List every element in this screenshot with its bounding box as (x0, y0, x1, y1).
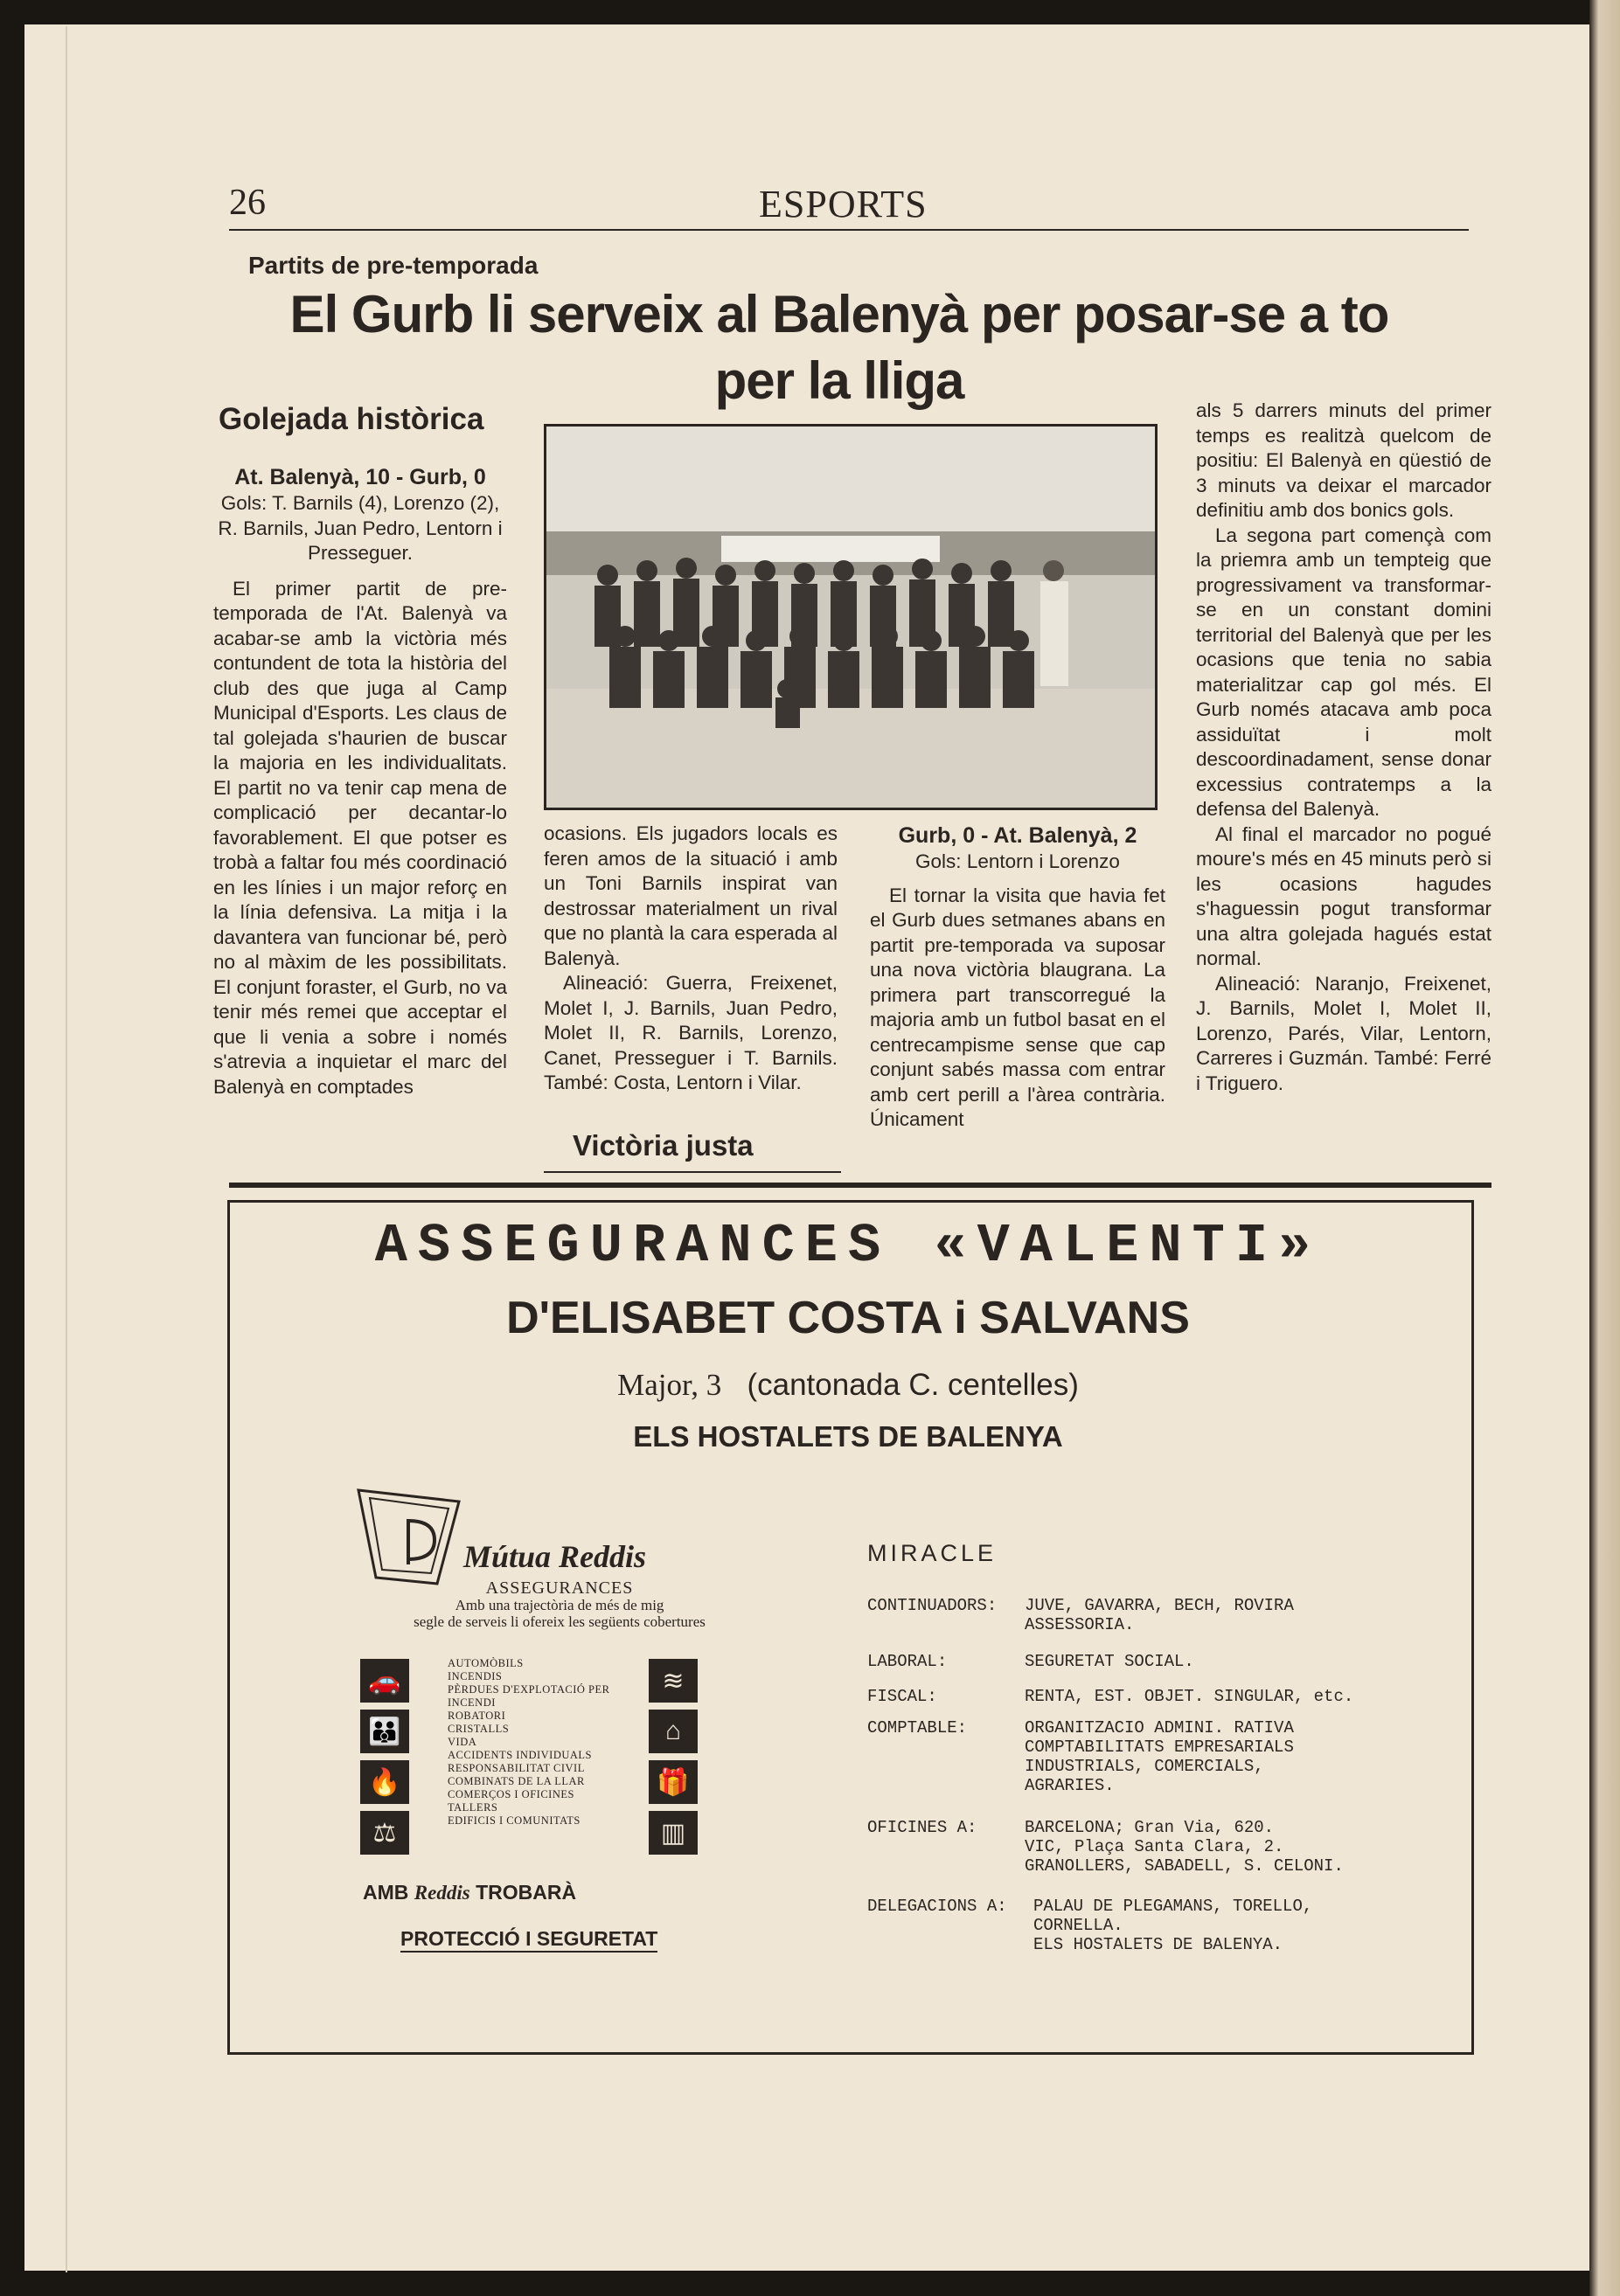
match1-goals: Gols: T. Barnils (4), Lorenzo (2), R. Barnils, Juan Pedro, Lentorn i Presseguer. (218, 492, 503, 564)
coverage-icons-left (360, 1659, 409, 1855)
col1-text: El primer partit de pre-temporada de l'At. Balenyà va acabar-se amb la victòria més contundent de tota la història del club des que juga al Camp Municipal d'Esports. Les claus de tal golejada s'haurien de buscar la majoria en les individualitats. El partit no va tenir cap mena de complicació per decantar-lo favorablement. El que potser es trobà a faltar fou més coordinació en les línies i un major reforç en la línia defensiva. La mitja i la davantera van funcionar bé, però no al màxim de les possibilitats. El conjunt foraster, el Gurb, no va tenir més remei que acceptar el que li venia a sobre i només s'atrevia a inquietar el marc del Balenyà en comptades (213, 577, 507, 1098)
article-title (227, 281, 1451, 414)
coverage-item: COMERÇOS I OFICINES (448, 1788, 574, 1800)
col4-para-1: als 5 darrers minuts del primer temps es realitzà quelcom de positiu: El Balenyà en qüestió de 3 minuts va deixar el marcador definitiu amb dos bonics gols. (1196, 399, 1491, 521)
team-photo-image (546, 427, 1155, 808)
slogan-suffix: TROBARÀ (476, 1881, 577, 1904)
col4-para-2: La segona part començà com la priemra amb un tempteig que progressivament va transformar-se en un constant domini territorial del Balenyà que per les ocasions que tenia no sabia materialitzar cap gol més. El Gurb només atacava amb poca assiduïtat i molt descoordinadament, sense donar excessius contratemps a la defensa del Balenyà. (1196, 524, 1491, 820)
coverage-item: PÈRDUES D'EXPLOTACIÓ PER INCENDI (448, 1683, 610, 1709)
coverage-item: ACCIDENTS INDIVIDUALS (448, 1749, 593, 1761)
divider-rule (229, 1183, 1491, 1188)
ad-protection: PROTECCIÓ I SEGURETAT (400, 1927, 657, 1953)
service-label: DELEGACIONS A: (867, 1897, 1007, 1916)
coverage-item: TALLERS (448, 1801, 498, 1814)
col2-text: ocasions. Els jugadors locals es feren amos de la situació i amb un Toni Barnils inspirat van destrossar materialment un rival que no plantà la cara esperada al Balenyà. (544, 822, 838, 969)
coverage-item: EDIFICIS I COMUNITATS (448, 1814, 581, 1827)
title-line-2: per la lliga (714, 351, 964, 410)
flame-icon: 🔥 (360, 1760, 409, 1804)
ad-town: ELS HOSTALETS DE BALENYA (633, 1420, 1063, 1453)
col2-lineup: Alineació: Guerra, Freixenet, Molet I, J. Barnils, Juan Pedro, Molet II, R. Barnils, Lorenzo, Canet, Presseguer i T. Barnils. També: Costa, Lentorn i Vilar. (544, 972, 838, 1093)
section-title: ESPORTS (759, 183, 928, 225)
coverage-icons-right (649, 1659, 698, 1855)
article-kicker: Partits de pre-temporada (248, 252, 539, 279)
service-value: JUVE, GAVARRA, BECH, ROVIRA ASSESSORIA. (1025, 1596, 1294, 1634)
column-2 (544, 822, 838, 1096)
col3-text: El tornar la visita que havia fet el Gurb dues setmanes abans en partit pre-temporada va suposar una nova victòria blaugrana. La primera part transcorregué la majoria amb un futbol basat en el centrecampisme sense que cap conjunt sabés massa com entrar amb cert perill a l'àrea contrària. Únicament (870, 884, 1165, 1130)
column-4 (1196, 399, 1491, 1096)
house-icon: ⌂ (649, 1710, 698, 1753)
ad-subtitle: D'ELISABET COSTA i SALVANS (506, 1293, 1190, 1343)
car-icon: 🚗 (360, 1659, 409, 1703)
book-spine (1589, 0, 1620, 2296)
mutua-tag-1: Amb una trajectòria de més de mig (455, 1597, 664, 1613)
slogan-brand: Reddis (414, 1882, 470, 1904)
coverage-item: AUTOMÒBILS (448, 1657, 524, 1669)
coverage-item: RESPONSABILITAT CIVIL (448, 1762, 585, 1774)
mutua-name: Mútua Reddis (463, 1539, 647, 1574)
gift-icon: 🎁 (649, 1760, 698, 1804)
service-label: FISCAL: (867, 1687, 937, 1706)
building-icon: ▥ (649, 1811, 698, 1855)
miracle-heading: MIRACLE (867, 1540, 998, 1566)
ad-title: ASSEGURANCES «VALENTI» (374, 1215, 1322, 1277)
subheading-golejada: Golejada històrica (219, 402, 484, 436)
ad-address (227, 1368, 1469, 1403)
service-value: PALAU DE PLEGAMANS, TORELLO, CORNELLA. ELS HOSTALETS DE BALENYA. (1033, 1897, 1313, 1954)
col4-para-3: Al final el marcador no pogué moure's més en 45 minuts però si les ocasions hagudes s'haguessin pogut transformar una altra golejada hagués estat normal. (1196, 822, 1491, 969)
mutua-tag-2: segle de serveis li ofereix les següents cobertures (414, 1613, 706, 1630)
title-line-1: El Gurb li serveix al Balenyà per posar-se a to (289, 285, 1389, 343)
coverage-item: VIDA (448, 1736, 477, 1748)
service-label: COMPTABLE: (867, 1718, 968, 1738)
coverage-item: ROBATORI (448, 1710, 506, 1722)
service-value: BARCELONA; Gran Via, 620. VIC, Plaça Santa Clara, 2. GRANOLLERS, SABADELL, S. CELONI. (1025, 1818, 1344, 1876)
ad-address-note: (cantonada C. centelles) (747, 1368, 1079, 1402)
service-label: LABORAL: (867, 1652, 948, 1671)
subheading-victoria: Victòria justa (573, 1129, 754, 1162)
service-value: ORGANITZACIO ADMINI. RATIVA COMPTABILITATS EMPRESARIALS INDUSTRIALS, COMERCIALS, AGRARIES. (1025, 1718, 1294, 1795)
service-label: CONTINUADORS: (867, 1596, 998, 1615)
team-photo (544, 424, 1158, 810)
page-number: 26 (229, 183, 266, 223)
scales-icon: ⚖ (360, 1811, 409, 1855)
coverage-item: INCENDIS (448, 1670, 503, 1682)
mutua-kind: ASSEGURANCES (485, 1578, 634, 1598)
match2-goals: Gols: Lentorn i Lorenzo (915, 850, 1120, 872)
family-icon: 👪 (360, 1710, 409, 1753)
mutua-tagline (367, 1580, 752, 1630)
coverage-list (448, 1657, 622, 1828)
mutua-reddis-logo-icon (354, 1486, 468, 1591)
water-icon: ≋ (649, 1659, 698, 1703)
column-3 (870, 822, 1165, 1133)
col4-para-4: Alineació: Naranjo, Freixenet, J. Barnils, Molet I, Molet II, Lorenzo, Parés, Vilar, Lentorn, Carreres i Guzmán. També: Ferré i Triguero. (1196, 972, 1491, 1094)
service-value: RENTA, EST. OBJET. SINGULAR, etc. (1025, 1687, 1354, 1706)
service-value: SEGURETAT SOCIAL. (1025, 1652, 1194, 1671)
column-1 (213, 463, 507, 1099)
match2-score: Gurb, 0 - At. Balenyà, 2 (898, 823, 1137, 848)
subheading-rule (544, 1171, 841, 1173)
service-label: OFICINES A: (867, 1818, 977, 1837)
coverage-item: COMBINATS DE LA LLAR (448, 1775, 585, 1787)
ad-street: Major, 3 (617, 1368, 722, 1402)
ad-slogan (363, 1881, 576, 1904)
slogan-prefix: AMB (363, 1881, 409, 1904)
header-rule (229, 229, 1469, 231)
match1-score: At. Balenyà, 10 - Gurb, 0 (234, 465, 486, 489)
coverage-item: CRISTALLS (448, 1723, 510, 1735)
